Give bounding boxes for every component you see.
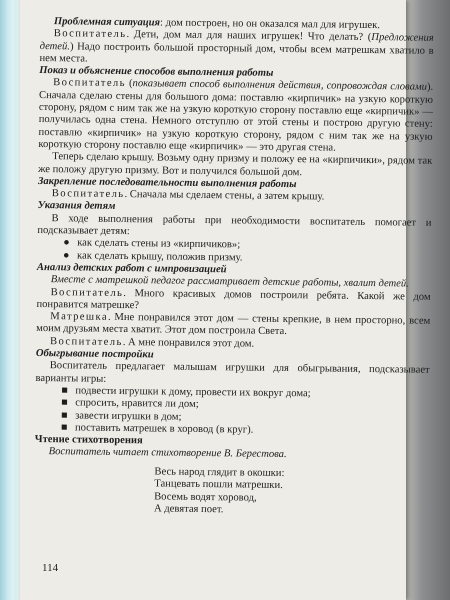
list-item-text: поставить матрешек в хоровод (в круг). xyxy=(74,422,254,436)
list-item-text: как сделать крышу, положив призму. xyxy=(77,250,243,264)
text-run: ( xyxy=(125,78,133,90)
text-run: Предложения детей. xyxy=(39,32,434,52)
text-run: . Дети, дом мал для наших игрушек! Что делать? ( xyxy=(126,29,372,44)
list-item-text: спросить, нравится ли дом; xyxy=(75,397,199,411)
section-heading: Анализ детских работ с импровизацией xyxy=(36,261,227,276)
reading-note: Воспитатель читает стихотворение В. Берестова. xyxy=(48,446,287,461)
book-page xyxy=(20,0,434,600)
paragraph-group-1 xyxy=(37,16,434,242)
speaker-name: Воспитатель xyxy=(50,286,124,299)
bullet-square-icon: ■ xyxy=(61,409,68,421)
paragraph xyxy=(39,28,433,70)
section-heading: Закрепление последовательности выполнения работы xyxy=(37,175,297,191)
list-item-text: как сделать стены из «кирпичиков»; xyxy=(77,237,241,251)
text-run: . Сначала мы сделаем стены, а затем крышу. xyxy=(124,189,325,203)
section-heading: Обыгрывание постройки xyxy=(35,347,154,361)
section-heading: Проблемная ситуация xyxy=(53,16,161,29)
poem-line: Весь народ глядит в окошки: xyxy=(154,466,285,479)
poem-line: Восемь водят хоровод, xyxy=(154,491,257,504)
text-run: ) Надо построить большой просторный дом, чтобы всем матрешкам хватило в нем места. xyxy=(39,40,434,65)
poem xyxy=(154,466,429,520)
bullet-list-1 xyxy=(37,237,431,266)
speaker-name: Матрешка xyxy=(50,311,109,323)
speaker-name: Воспитатель xyxy=(49,335,123,348)
speaker-name: Воспитатель xyxy=(51,188,125,201)
text-run: . Мне понравился этот дом — стены крепкие, в нем просторно, всем моим друзьям места хватит. Этот дом построила Света. xyxy=(36,311,431,338)
section-heading: Указания детям xyxy=(37,200,116,213)
bullet-square-icon: ■ xyxy=(60,422,68,434)
text-run: В ходе выполнения работы при необходимости воспитатель помогает и подсказывает детям: xyxy=(37,212,432,238)
heading-reading: Чтение стихотворения xyxy=(34,434,143,447)
bullet-square-icon: ■ xyxy=(61,397,68,409)
page-number: 114 xyxy=(42,562,59,574)
bullet-dot-icon: ● xyxy=(63,237,70,249)
bullet-square-icon: ■ xyxy=(61,385,68,397)
bullet-list-2 xyxy=(35,385,430,439)
text-run: . А мне понравился этот дом. xyxy=(122,336,255,350)
poem-line: А девятая поет. xyxy=(153,503,224,516)
paragraph xyxy=(38,77,433,156)
speaker-name: Воспитатель xyxy=(53,28,127,41)
list-item-text: завести игрушки в дом; xyxy=(75,409,182,423)
text-run: показывает способ выполнения действия, сопровождая словами xyxy=(132,78,428,94)
text-run: Теперь сделаю крышу. Возьму одну призму и положу ее на «кирпичики», рядом так же положу другую призму. Вот и получился большой дом. xyxy=(38,151,433,178)
page-text xyxy=(34,16,434,520)
speaker-name: Воспитатель xyxy=(53,77,126,90)
text-run: ). Сначала сделаю стены для большого дома: поставлю «кирпичик» на узкую короткую сторону, рядом с ним так же на узкую короткую сторону поставлю еще «кирпичик» — получилась одна стена. Немного отступлю от этой стены и построю другую стену: поставлю «кирпичик» на узкую короткую сторону, рядом с ним так же на узкую короткую сторону поставлю еще «кирпичик» — это другая стена. xyxy=(38,82,434,154)
text-run: . Много красивых домов построили ребята. Какой же дом понравится матрешке? xyxy=(36,287,431,312)
bullet-dot-icon: ● xyxy=(63,249,70,262)
section-heading: Показ и объяснение способов выполнения работы xyxy=(39,65,274,80)
poem-line: Танцевать пошли матрешки. xyxy=(154,478,283,492)
paragraph-group-2 xyxy=(35,262,430,390)
list-item-text: подвести игрушки к дому, провести их вокруг дома; xyxy=(75,385,311,400)
text-run: : дом построен, но он оказался мал для игрушек. xyxy=(159,17,380,32)
text-run: Вместе с матрешкой педагог рассматривает детские работы, хвалит детей. xyxy=(50,274,409,290)
text-run: Воспитатель предлагает малышам игрушки для обыгрывания, подсказывает варианты игры: xyxy=(35,360,430,385)
